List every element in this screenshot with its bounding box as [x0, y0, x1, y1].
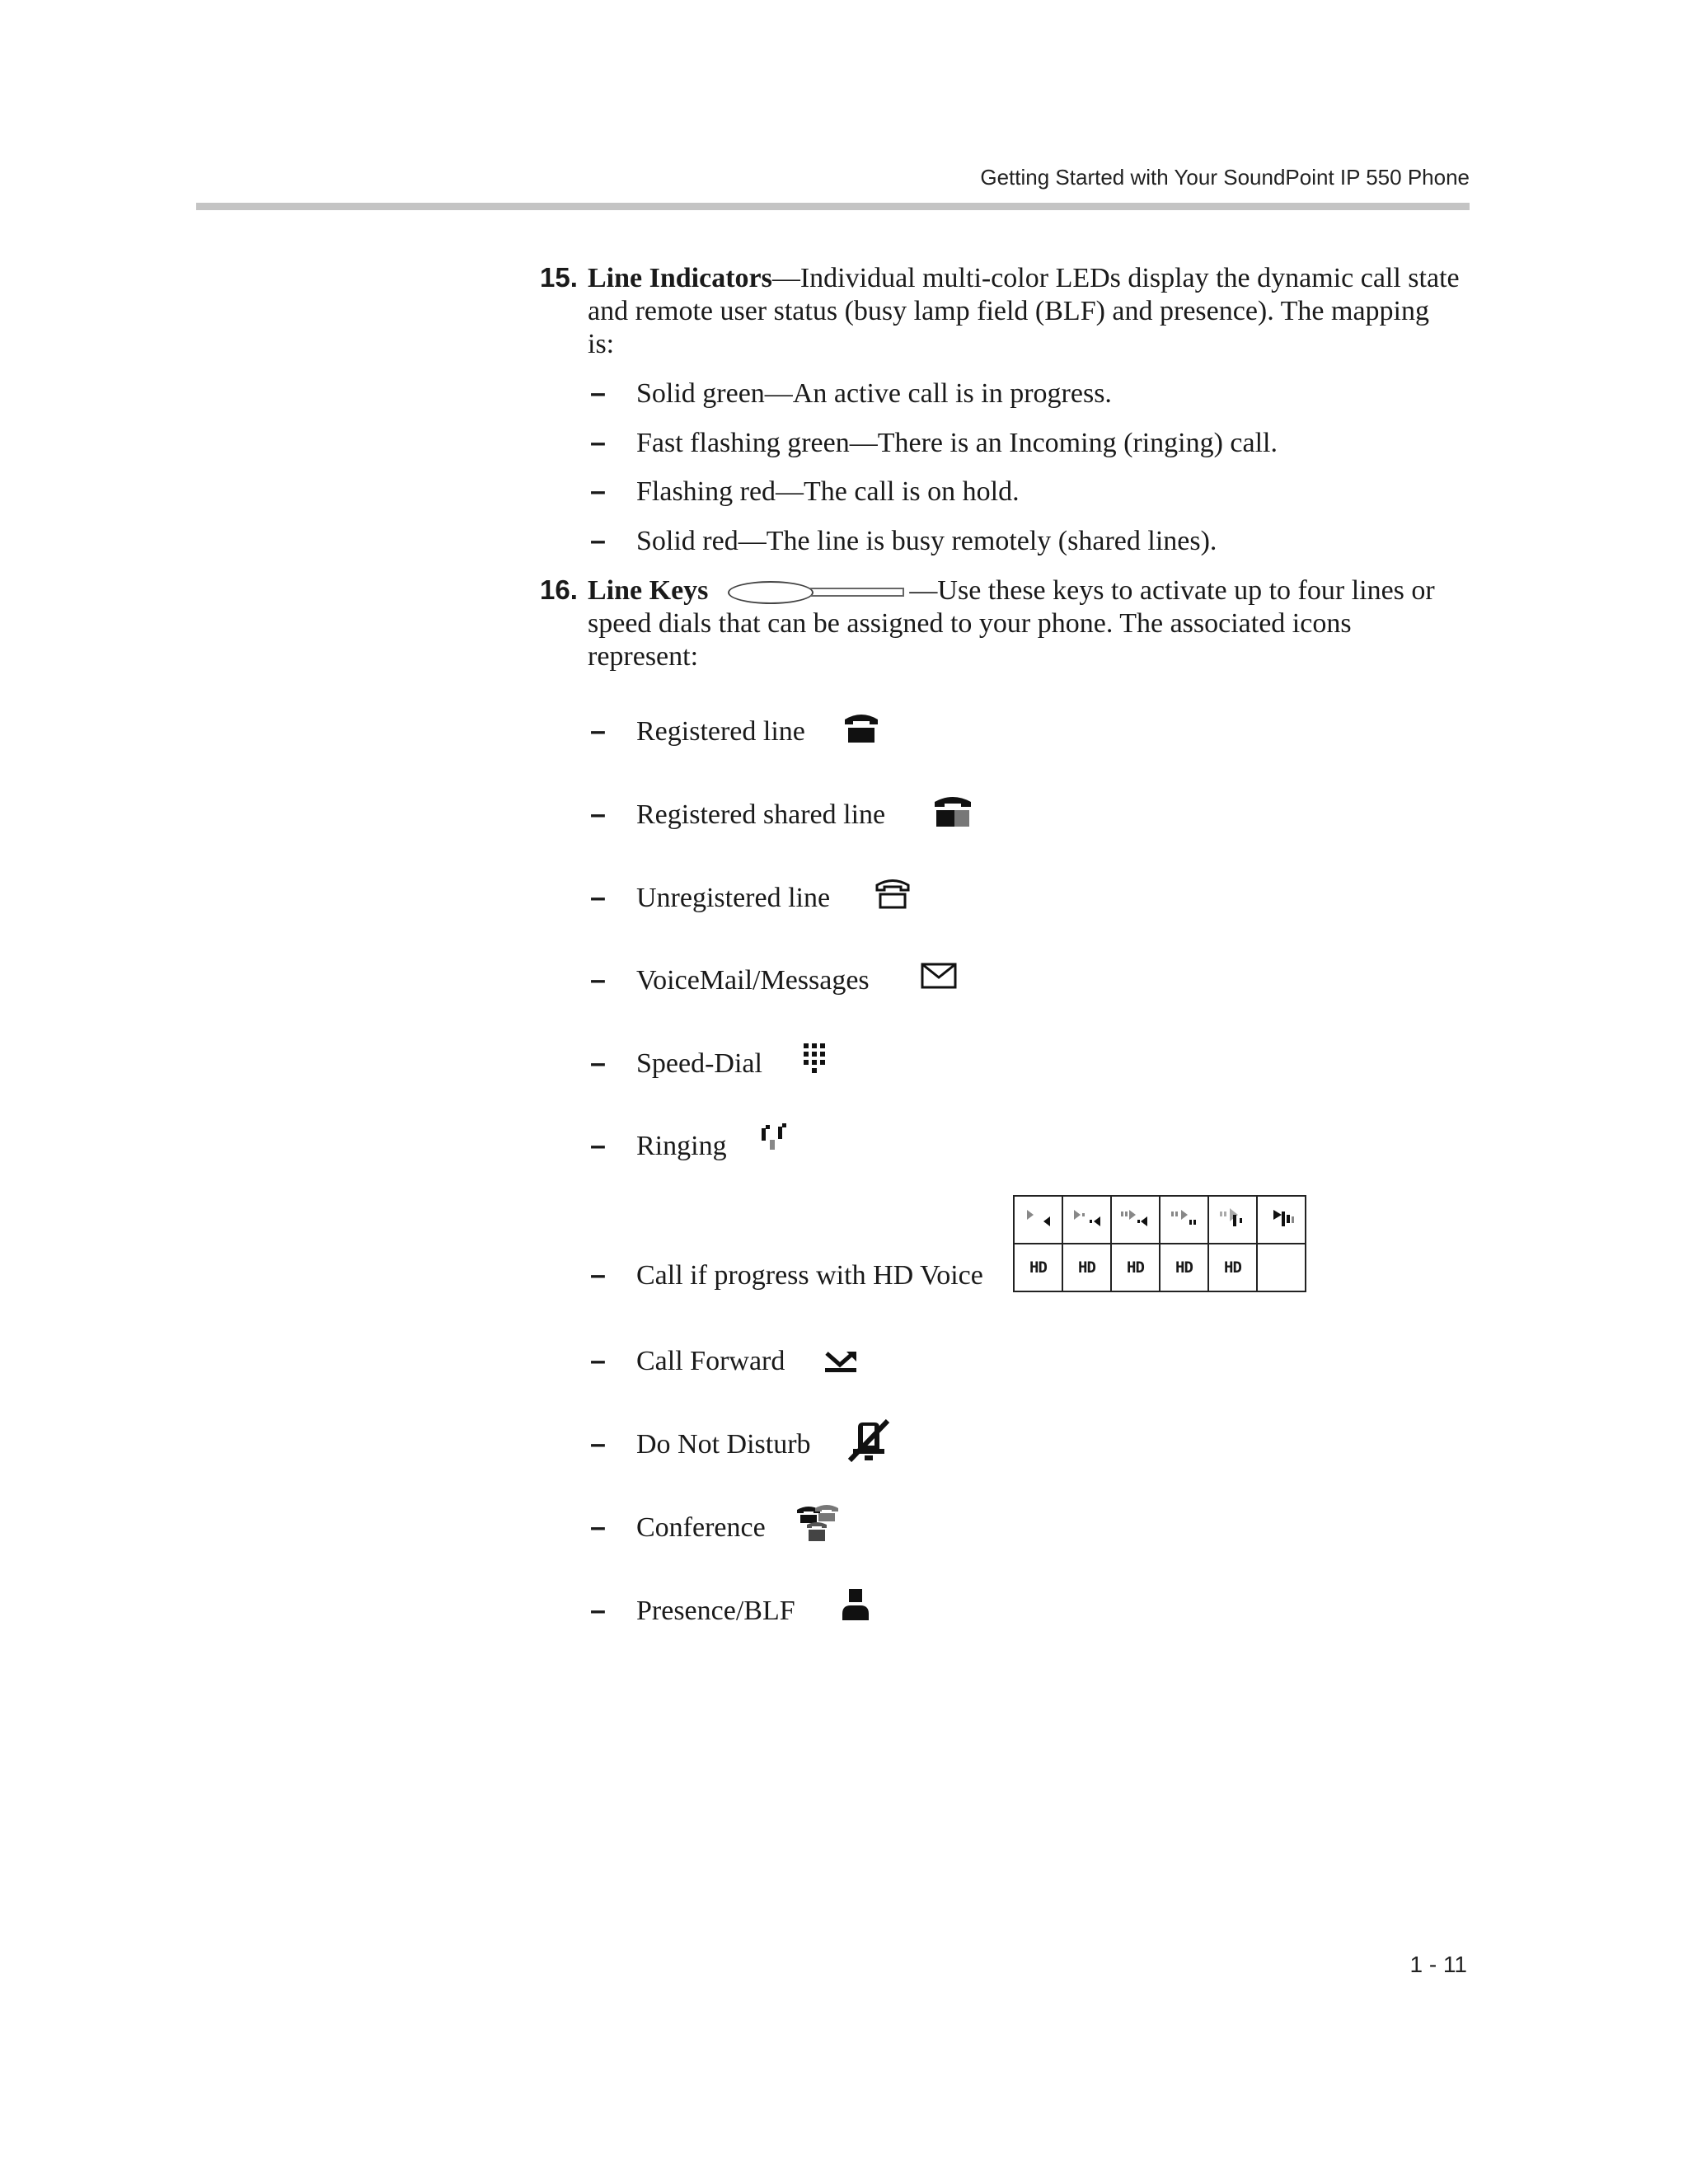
hd-label-cell: [1208, 1244, 1257, 1291]
do-not-disturb-icon: [846, 1419, 891, 1462]
icon-list-item-label: Do Not Disturb: [636, 1429, 811, 1460]
header-title: Getting Started with Your SoundPoint IP 550 Phone: [980, 165, 1470, 190]
icon-list-item-label: Presence/BLF: [636, 1596, 795, 1626]
hd-frame-cell: [1257, 1196, 1306, 1244]
hd-label: HD: [1029, 1258, 1047, 1277]
dash: –: [590, 799, 606, 830]
hd-voice-frame-icon: [1265, 1205, 1298, 1231]
hd-frame-cell: [1160, 1196, 1208, 1244]
icon-list-item-label: Registered line: [636, 716, 805, 747]
item-15-term: Line Indicators: [588, 263, 772, 293]
icon-list-item-label: Call if progress with HD Voice: [636, 1260, 983, 1291]
hd-label: HD: [1127, 1258, 1144, 1277]
icon-list-item-label: Speed-Dial: [636, 1048, 762, 1079]
conference-icon: [795, 1503, 840, 1543]
hd-voice-frame-icon: [1119, 1205, 1152, 1231]
icon-list-item-label: Conference: [636, 1512, 766, 1543]
hd-voice-frame-icon: [1022, 1205, 1055, 1231]
item-15-number: 15.: [540, 262, 578, 293]
hd-label-row: [1014, 1244, 1306, 1291]
hd-frame-cell: [1062, 1196, 1111, 1244]
hd-voice-frame-icon: [1168, 1205, 1201, 1231]
dash: –: [590, 1259, 606, 1291]
presence-icon: [841, 1589, 870, 1622]
dash: –: [590, 1511, 606, 1543]
hd-label: HD: [1224, 1258, 1241, 1277]
hd-label-cell: [1111, 1244, 1160, 1291]
mapping-item: Solid red—The line is busy remotely (shared lines).: [636, 526, 1217, 556]
item-16-number: 16.: [540, 574, 578, 605]
dash: –: [590, 882, 606, 913]
hd-voice-call-icon: [1013, 1195, 1306, 1292]
icon-list-item-label: VoiceMail/Messages: [636, 965, 870, 996]
hd-frame-cell: [1014, 1196, 1062, 1244]
dash: –: [590, 1595, 606, 1626]
hd-animation-row: [1014, 1196, 1306, 1244]
dash: –: [590, 427, 606, 458]
icon-list-item-label: Registered shared line: [636, 799, 886, 830]
hd-label-cell: [1014, 1244, 1062, 1291]
page-number: 1 - 11: [1409, 1952, 1467, 1977]
dash: –: [590, 476, 606, 507]
dash: –: [590, 1345, 606, 1376]
hd-frame-cell: [1208, 1196, 1257, 1244]
call-forward-icon: [823, 1350, 858, 1373]
item-16-description: —Use these keys to activate up to four lines or speed dials that can be assigned to your phone. The associated icons represent:: [588, 575, 1435, 672]
line-key-bar: [810, 588, 904, 597]
item-15-paragraph: [588, 262, 1461, 361]
hd-frame-cell: [1111, 1196, 1160, 1244]
hd-voice-frame-icon: [1071, 1205, 1104, 1231]
dash: –: [590, 1047, 606, 1079]
item-16-paragraph: [588, 574, 1461, 673]
mapping-item: Flashing red—The call is on hold.: [636, 476, 1020, 507]
dash: –: [590, 715, 606, 747]
dash: –: [590, 1130, 606, 1161]
icon-list-item-label: Ringing: [636, 1131, 727, 1161]
dash: –: [590, 525, 606, 556]
line-key-icon: [728, 581, 814, 604]
mapping-item: Fast flashing green—There is an Incoming (ringing) call.: [636, 428, 1278, 458]
hd-label-cell: [1160, 1244, 1208, 1291]
hd-empty-cell: [1257, 1244, 1306, 1291]
icon-list-item-label: Unregistered line: [636, 883, 831, 913]
hd-label: HD: [1175, 1258, 1193, 1277]
envelope-icon: [921, 963, 957, 989]
unregistered-line-icon: [874, 877, 911, 910]
dash: –: [590, 1428, 606, 1460]
dash: –: [590, 964, 606, 996]
hd-label: HD: [1078, 1258, 1095, 1277]
hd-label-cell: [1062, 1244, 1111, 1291]
dash: –: [590, 377, 606, 409]
ringing-icon: [758, 1123, 795, 1153]
registered-shared-line-icon: [933, 794, 973, 828]
icon-list-item-label: Call Forward: [636, 1346, 785, 1376]
mapping-item: Solid green—An active call is in progress.: [636, 378, 1112, 409]
item-15-description: —Individual multi-color LEDs display the dynamic call state and remote user status (busy lamp field (BLF) and presence). The mapping is:: [588, 263, 1460, 359]
header-rule: [196, 203, 1470, 210]
keypad-icon: [804, 1043, 827, 1073]
registered-line-icon: [843, 711, 879, 744]
item-16-term: Line Keys: [588, 575, 709, 606]
hd-voice-frame-icon: [1217, 1205, 1250, 1231]
